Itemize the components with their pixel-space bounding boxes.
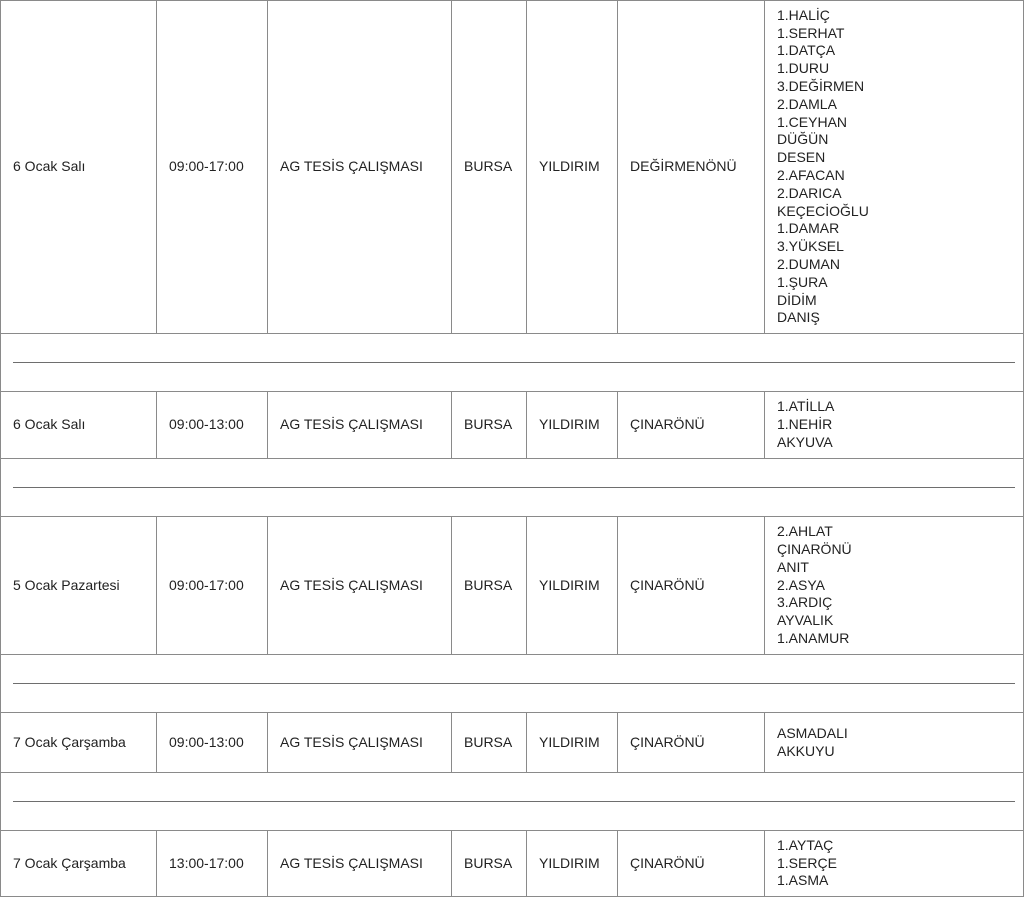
table-row [1,392,1024,459]
street-item: 1.ATİLLA [777,398,835,415]
table-row [1,517,1024,655]
neighborhood-cell: ÇINARÖNÜ [618,517,765,655]
work-type-cell: AG TESİS ÇALIŞMASI [268,831,452,897]
street-item: ÇINARÖNÜ [777,541,852,557]
streets-cell [765,713,1024,773]
divider [13,487,1015,488]
divider [13,801,1015,802]
street-item: 1.DAMAR [777,220,840,237]
street-item: 1.ŞURA [777,273,828,290]
outage-table-body [1,1,1024,897]
street-item: 1.SERÇE [777,854,837,871]
neighborhood-cell: DEĞİRMENÖNÜ [618,1,765,334]
streets-cell [765,831,1024,897]
street-item: 1.HALİÇ [777,6,830,23]
street-item: 1.DURU [777,60,830,77]
neighborhood-cell: ÇINARÖNÜ [618,713,765,773]
street-item: 1.SERHAT [777,24,845,41]
streets-cell [765,392,1024,459]
street-item: AYVALIK [777,612,834,629]
date-cell: 7 Ocak Çarşamba [1,831,157,897]
city-cell: BURSA [452,1,527,334]
date-cell: 7 Ocak Çarşamba [1,713,157,773]
work-type-cell: AG TESİS ÇALIŞMASI [268,713,452,773]
divider [13,362,1015,363]
city-cell: BURSA [452,713,527,773]
city-cell: BURSA [452,517,527,655]
work-type-cell: AG TESİS ÇALIŞMASI [268,517,452,655]
street-item: 2.DUMAN [777,255,841,272]
time-cell: 09:00-17:00 [157,1,268,334]
street-item: 3.ARDIÇ [777,594,833,611]
work-type-cell: AG TESİS ÇALIŞMASI [268,392,452,459]
city-cell: BURSA [452,831,527,897]
street-item: 2.ASYA [777,576,825,593]
street-item: 1.ASMA [777,872,829,889]
street-item: 2.AFACAN [777,167,845,183]
work-type-cell: AG TESİS ÇALIŞMASI [268,1,452,334]
neighborhood-cell: ÇINARÖNÜ [618,392,765,459]
city-cell: BURSA [452,392,527,459]
time-cell: 09:00-13:00 [157,392,268,459]
date-cell: 6 Ocak Salı [1,392,157,459]
street-item: DANIŞ [777,309,820,326]
divider [13,683,1015,684]
table-row [1,831,1024,897]
street-item: 2.DARICA [777,184,842,201]
time-cell: 13:00-17:00 [157,831,268,897]
street-item: AKYUVA [777,433,833,450]
table-row [1,1,1024,334]
street-item: 1.CEYHAN [777,113,848,130]
time-cell: 09:00-13:00 [157,713,268,773]
district-cell: YILDIRIM [527,713,618,773]
neighborhood-cell: ÇINARÖNÜ [618,831,765,897]
district-cell: YILDIRIM [527,1,618,334]
street-item: ANIT [777,558,809,575]
separator-row [1,773,1024,831]
streets-cell [765,517,1024,655]
street-item: 1.DATÇA [777,42,836,59]
separator-row [1,655,1024,713]
street-item: DİDİM [777,291,817,308]
street-item: DESEN [777,149,826,166]
separator-row [1,459,1024,517]
street-item: 3.YÜKSEL [777,238,844,255]
street-item: DÜĞÜN [777,131,829,148]
street-item: ASMADALI [777,724,848,741]
district-cell: YILDIRIM [527,392,618,459]
street-item: 1.ANAMUR [777,629,850,646]
district-cell: YILDIRIM [527,517,618,655]
streets-cell [765,1,1024,334]
street-item: 1.NEHİR [777,416,833,433]
street-item: KEÇECİOĞLU [777,202,869,219]
date-cell: 5 Ocak Pazartesi [1,517,157,655]
table-row [1,713,1024,773]
street-item: 3.DEĞİRMEN [777,78,865,95]
separator-row [1,334,1024,392]
street-item: 1.AYTAÇ [777,836,834,853]
street-item: 2.AHLAT [777,523,833,540]
date-cell: 6 Ocak Salı [1,1,157,334]
time-cell: 09:00-17:00 [157,517,268,655]
street-item: 2.DAMLA [777,95,837,112]
district-cell: YILDIRIM [527,831,618,897]
street-item: AKKUYU [777,742,835,759]
